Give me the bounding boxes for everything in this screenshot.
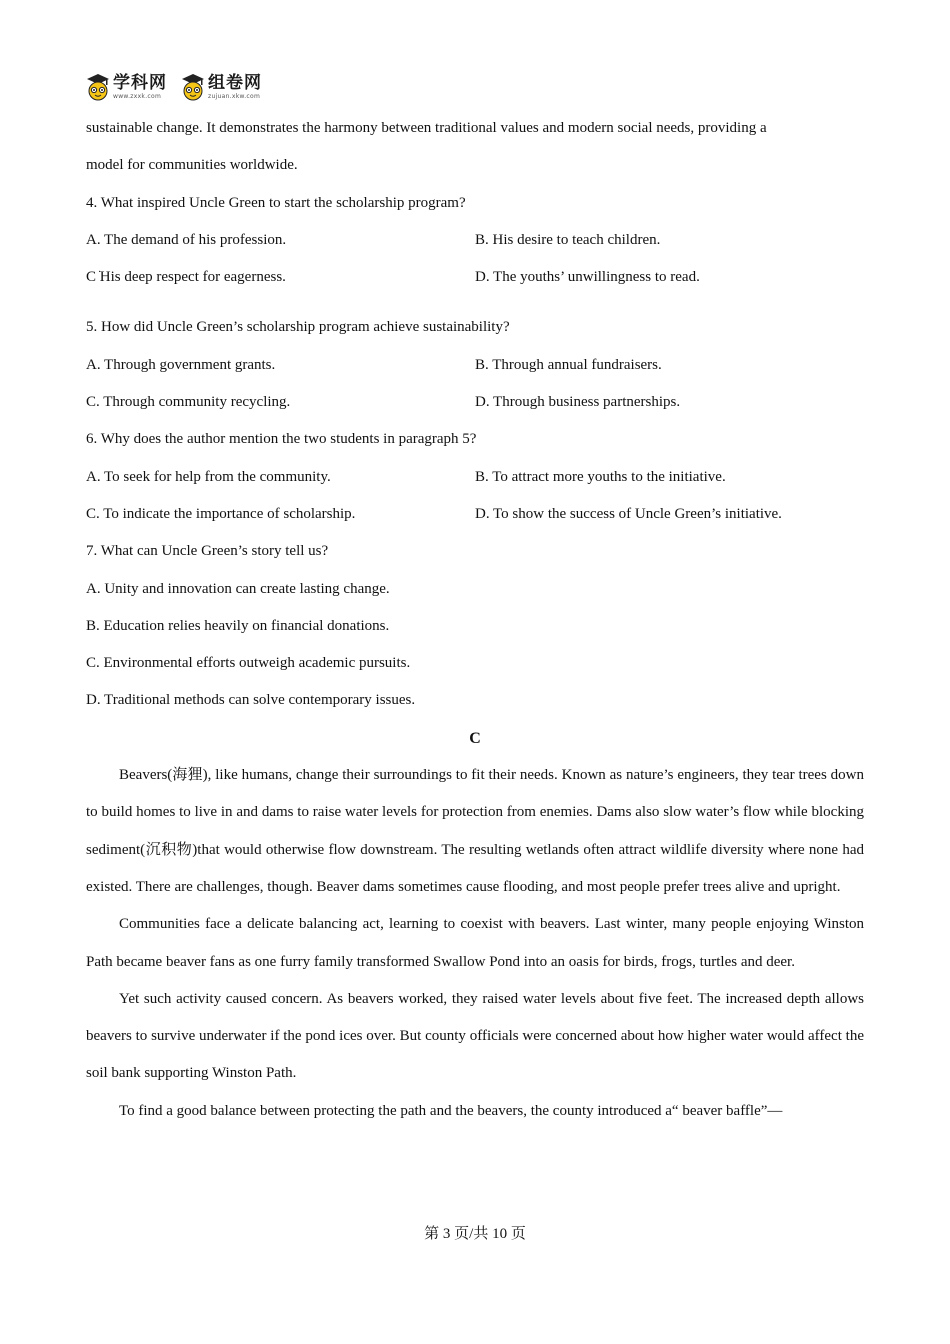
logo-name: 学科网 <box>113 72 167 93</box>
page-content <box>86 110 864 1130</box>
question-stem: 6. Why does the author mention the two students in paragraph 5? <box>86 431 477 448</box>
option-c: C His deep respect for eagerness. · <box>86 259 475 296</box>
logo-name: 组卷网 <box>208 72 262 93</box>
passage-paragraph: Communities face a delicate balancing act, learning to coexist with beavers. Last winter, many people enjoying Winston Path became beaver fans as one furry family transformed Swallow Pond into an oasis for birds, frogs, turtles and deer. <box>86 916 864 970</box>
option-row <box>86 347 864 384</box>
page-number: 第 3 页/共 10 页 <box>424 1226 526 1242</box>
passage-paragraph: Beavers(海狸), like humans, change their surroundings to fit their needs. Known as nature’s engineers, they tear trees down to build homes to live in and dams to raise water levels for protection from enemies. Dams also slow water’s flow while blocking sediment(沉积物)that would otherwise flow downstream. The resulting wetlands often attract wildlife diversity where none had existed. There are challenges, though. Beaver dams sometimes cause flooding, and most people prefer trees alive and upright. <box>86 767 864 895</box>
option-row <box>86 259 864 296</box>
option-row <box>86 384 864 421</box>
option-b: B. His desire to teach children. <box>475 231 661 248</box>
passage-paragraph: To find a good balance between protecting the path and the beavers, the county introduced a“ beaver baffle”— <box>119 1102 783 1119</box>
option-c: C. Through community recycling. <box>86 394 291 411</box>
option-b: B. To attract more youths to the initiative. <box>475 468 726 485</box>
option-d: D. To show the success of Uncle Green’s initiative. <box>475 505 782 522</box>
text-line: model for communities worldwide. <box>86 157 298 174</box>
option-a: A. Through government grants. <box>86 356 276 373</box>
page-header <box>86 70 276 104</box>
option-a: A. To seek for help from the community. <box>86 468 331 485</box>
logo-zujuan <box>181 73 262 101</box>
mascot-icon <box>181 73 205 101</box>
logo-url: zujuan.xkw.com <box>208 92 261 100</box>
question-stem: 4. What inspired Uncle Green to start the scholarship program? <box>86 194 466 211</box>
text-line: sustainable change. It demonstrates the harmony between traditional values and modern social needs, providing a <box>86 120 767 136</box>
mascot-icon <box>86 73 110 101</box>
question-stem: 5. How did Uncle Green’s scholarship program achieve sustainability? <box>86 319 510 336</box>
logo-url: www.zxxk.com <box>113 92 162 100</box>
option-row <box>86 459 864 496</box>
passage-paragraph: Yet such activity caused concern. As beavers worked, they raised water levels about five feet. The increased depth allows beavers to survive underwater if the pond ices over. But county officials were concerned about how higher water would affect the soil bank supporting Winston Path. <box>86 990 864 1082</box>
logo-zxxk <box>86 73 167 101</box>
option-d: D. The youths’ unwillingness to read. <box>475 269 700 286</box>
question-stem: 7. What can Uncle Green’s story tell us? <box>86 543 329 560</box>
option-c: C. To indicate the importance of scholarship. <box>86 505 356 522</box>
option-c: C. Environmental efforts outweigh academic pursuits. <box>86 655 411 672</box>
option-row <box>86 496 864 533</box>
option-d: D. Traditional methods can solve contemporary issues. <box>86 692 416 709</box>
option-b: B. Through annual fundraisers. <box>475 356 662 373</box>
section-heading: C <box>469 729 481 747</box>
option-a: A. Unity and innovation can create lasting change. <box>86 580 390 597</box>
option-d: D. Through business partnerships. <box>475 394 681 411</box>
option-a: A. The demand of his profession. <box>86 231 287 248</box>
option-row <box>86 222 864 259</box>
option-b: B. Education relies heavily on financial donations. <box>86 617 390 634</box>
